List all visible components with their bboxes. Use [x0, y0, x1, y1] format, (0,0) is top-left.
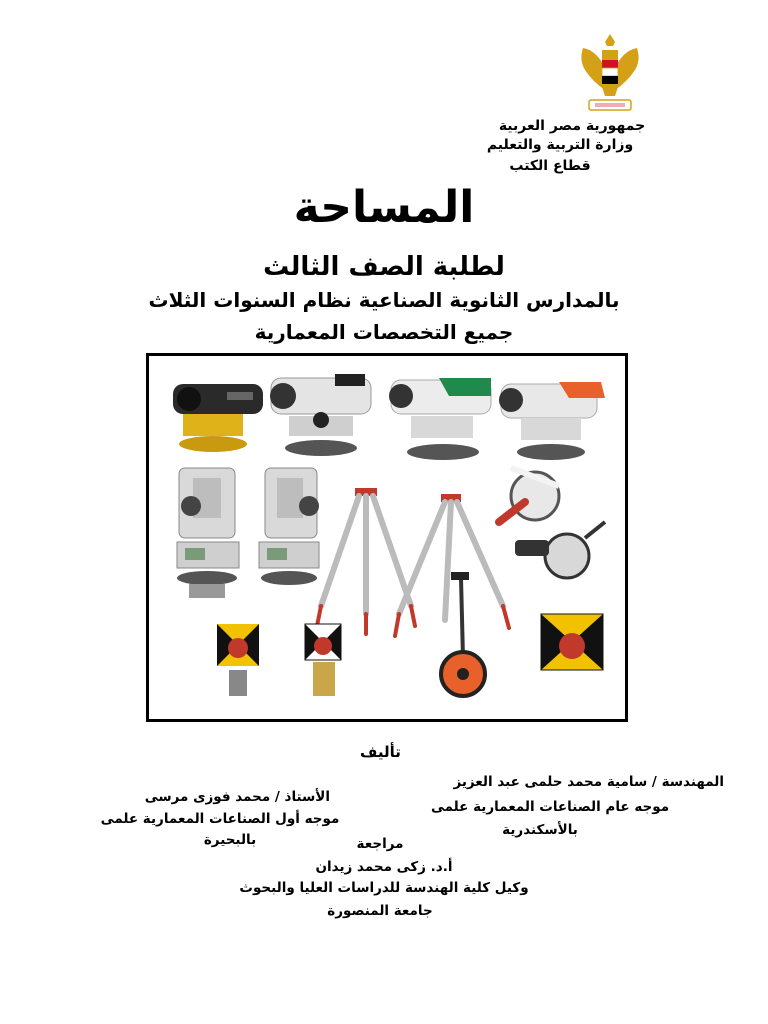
grade-subtitle: لطلبة الصف الثالث — [263, 252, 505, 282]
book-title: المساحة — [293, 182, 475, 233]
author1-name: المهندسة / سامية محمد حلمى عبد العزيز — [453, 774, 724, 790]
author2-city: بالبحيرة — [203, 832, 257, 848]
republic-label: جمهورية مصر العربية — [498, 118, 646, 134]
ministry-label: وزارة التربية والتعليم — [486, 137, 634, 153]
authored-label: تأليف — [360, 743, 401, 761]
author1-city: بالأسكندرية — [502, 822, 578, 838]
auto-level-green-icon — [389, 378, 491, 460]
tape-reel-icon — [515, 522, 605, 578]
tape-measure-icon — [499, 468, 559, 522]
reviewer-university: جامعة المنصورة — [327, 903, 433, 919]
author2-role: موجه أول الصناعات المعمارية علمى — [100, 811, 340, 827]
auto-level-yellow-icon — [173, 384, 263, 452]
auto-level-grey-icon — [270, 374, 371, 456]
auto-level-orange-icon — [499, 382, 605, 460]
survey-instruments-illustration — [146, 353, 628, 722]
egypt-eagle-emblem-icon — [575, 30, 645, 120]
schools-subtitle: بالمدارس الثانوية الصناعية نظام السنوات الثلاث — [148, 288, 620, 312]
theodolite-icon — [259, 468, 319, 585]
prism-target-icon — [541, 614, 603, 670]
specialties-subtitle: جميع التخصصات المعمارية — [254, 320, 514, 344]
sector-label: قطاع الكتب — [509, 158, 591, 174]
theodolite-icon — [177, 468, 239, 598]
prism-target-icon — [305, 624, 341, 696]
author2-name: الأستاذ / محمد فوزى مرسى — [144, 789, 330, 805]
reviewer-name: أ.د. زكى محمد زيدان — [315, 859, 453, 875]
author1-role: موجه عام الصناعات المعمارية علمى — [430, 799, 670, 815]
review-label: مراجعة — [356, 836, 404, 852]
prism-target-icon — [217, 624, 259, 696]
reviewer-role: وكيل كلية الهندسة للدراسات العليا والبحوث — [239, 880, 529, 896]
